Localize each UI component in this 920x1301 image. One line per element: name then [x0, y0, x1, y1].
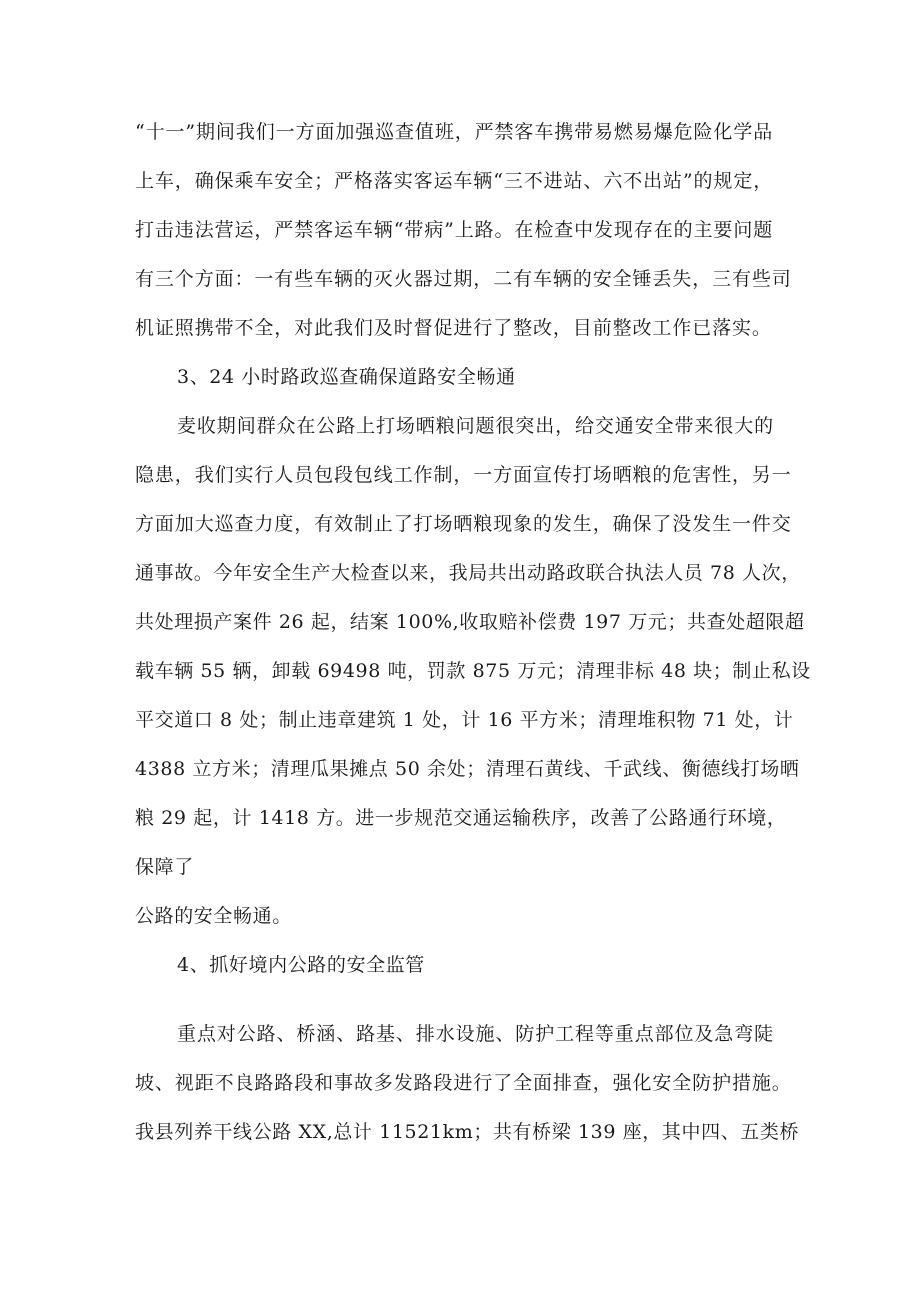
text-line-3: 打击违法营运，严禁客运车辆“带病”上路。在检查中发现存在的主要问题	[135, 219, 774, 241]
section-heading-3: 3、24 小时路政巡查确保道路安全畅通	[177, 366, 516, 388]
text-line-7: 麦收期间群众在公路上打场晒粮问题很突出，给交通安全带来很大的	[177, 415, 775, 437]
text-line-2: 上车，确保乘车安全；严格落实客运车辆“三不进站、六不出站”的规定，	[135, 170, 774, 192]
text-line-1: “十一”期间我们一方面加强巡查值班，严禁客车携带易燃易爆危险化学品	[135, 121, 774, 143]
text-line-19: 重点对公路、桥涵、路基、排水设施、防护工程等重点部位及急弯陡	[177, 1023, 775, 1045]
text-line-21: 我县列养干线公路 XX,总计 11521km；共有桥梁 139 座，其中四、五类桥	[135, 1121, 800, 1143]
section-heading-4: 4、抓好境内公路的安全监管	[177, 954, 425, 976]
text-line-14: 4388 立方米；清理瓜果摊点 50 余处；清理石黄线、千武线、衡德线打场晒	[135, 758, 800, 780]
text-line-12: 载车辆 55 辆，卸载 69498 吨，罚款 875 万元；清理非标 48 块；制止私设	[135, 660, 811, 682]
text-line-20: 坡、视距不良路路段和事故多发路段进行了全面排查，强化安全防护措施。	[135, 1072, 792, 1094]
text-line-13: 平交道口 8 处；制止违章建筑 1 处，计 16 平方米；清理堆积物 71 处，计	[135, 709, 794, 731]
text-line-4: 有三个方面：一有些车辆的灭火器过期，二有车辆的安全锤丢失，三有些司	[135, 268, 792, 290]
text-line-10: 通事故。今年安全生产大检查以来，我局共出动路政联合执法人员 78 人次，	[135, 562, 801, 584]
text-line-11: 共处理损产案件 26 起，结案 100%,收取赔补偿费 197 万元；共查处超限超	[135, 611, 805, 633]
text-line-9: 方面加大巡查力度，有效制止了打场晒粮现象的发生，确保了没发生一件交	[135, 513, 792, 535]
text-line-15: 粮 29 起，计 1418 方。进一步规范交通运输秩序，改善了公路通行环境，	[135, 807, 787, 829]
text-line-17: 公路的安全畅通。	[135, 905, 292, 927]
text-line-5: 机证照携带不全，对此我们及时督促进行了整改，目前整改工作已落实。	[135, 317, 772, 339]
text-line-16: 保障了	[135, 856, 194, 878]
text-line-8: 隐患，我们实行人员包段包线工作制，一方面宣传打场晒粮的危害性，另一	[135, 464, 792, 486]
